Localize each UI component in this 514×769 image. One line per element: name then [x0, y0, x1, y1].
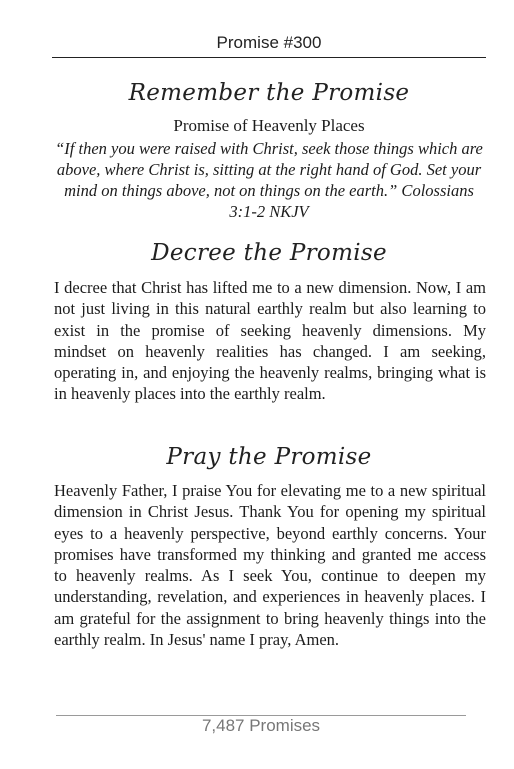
promise-subtitle: Promise of Heavenly Places — [173, 116, 365, 135]
footer-count: 7,487 Promises — [201, 716, 321, 735]
page-header-title: Promise #300 — [216, 33, 322, 52]
decree-paragraph[interactable]: I decree that Christ has lifted me to a new dimension. Now, I am not just living in this natural earthly realm but also learning to exist in the promise of seeking heavenly dimensions. My mindset on heavenly realities has changed. I am seeking, operating in, and enjoying the heavenly realms, bringing what is in heavenly places into the earthly realm. — [54, 278, 486, 404]
decree-heading: Decree the Promise — [151, 240, 387, 266]
prayer-paragraph[interactable]: Heavenly Father, I praise You for elevating me to a new spiritual dimension in Christ Jesus. Thank You for opening my spiritual eyes to a heavenly perspective, beyond earthly concerns. Your promises have transformed my thinking and granted me access to heavenly realms. As I seek You, continue to deepen my understanding, revelation, and experiences in heavenly places. I am grateful for the assignment to bring heavenly things into the earthly realm. In Jesus' name I pray, Amen. — [54, 481, 486, 650]
header-divider — [52, 57, 486, 58]
scripture-verse: “If then you were raised with Christ, seek those things which are above, where Christ is, sitting at the right hand of God. Set your mind on things above, not on things on the earth.” Colossians 3:1-2 NKJV — [55, 139, 483, 221]
pray-heading: Pray the Promise — [166, 444, 372, 470]
remember-heading: Remember the Promise — [128, 80, 410, 106]
